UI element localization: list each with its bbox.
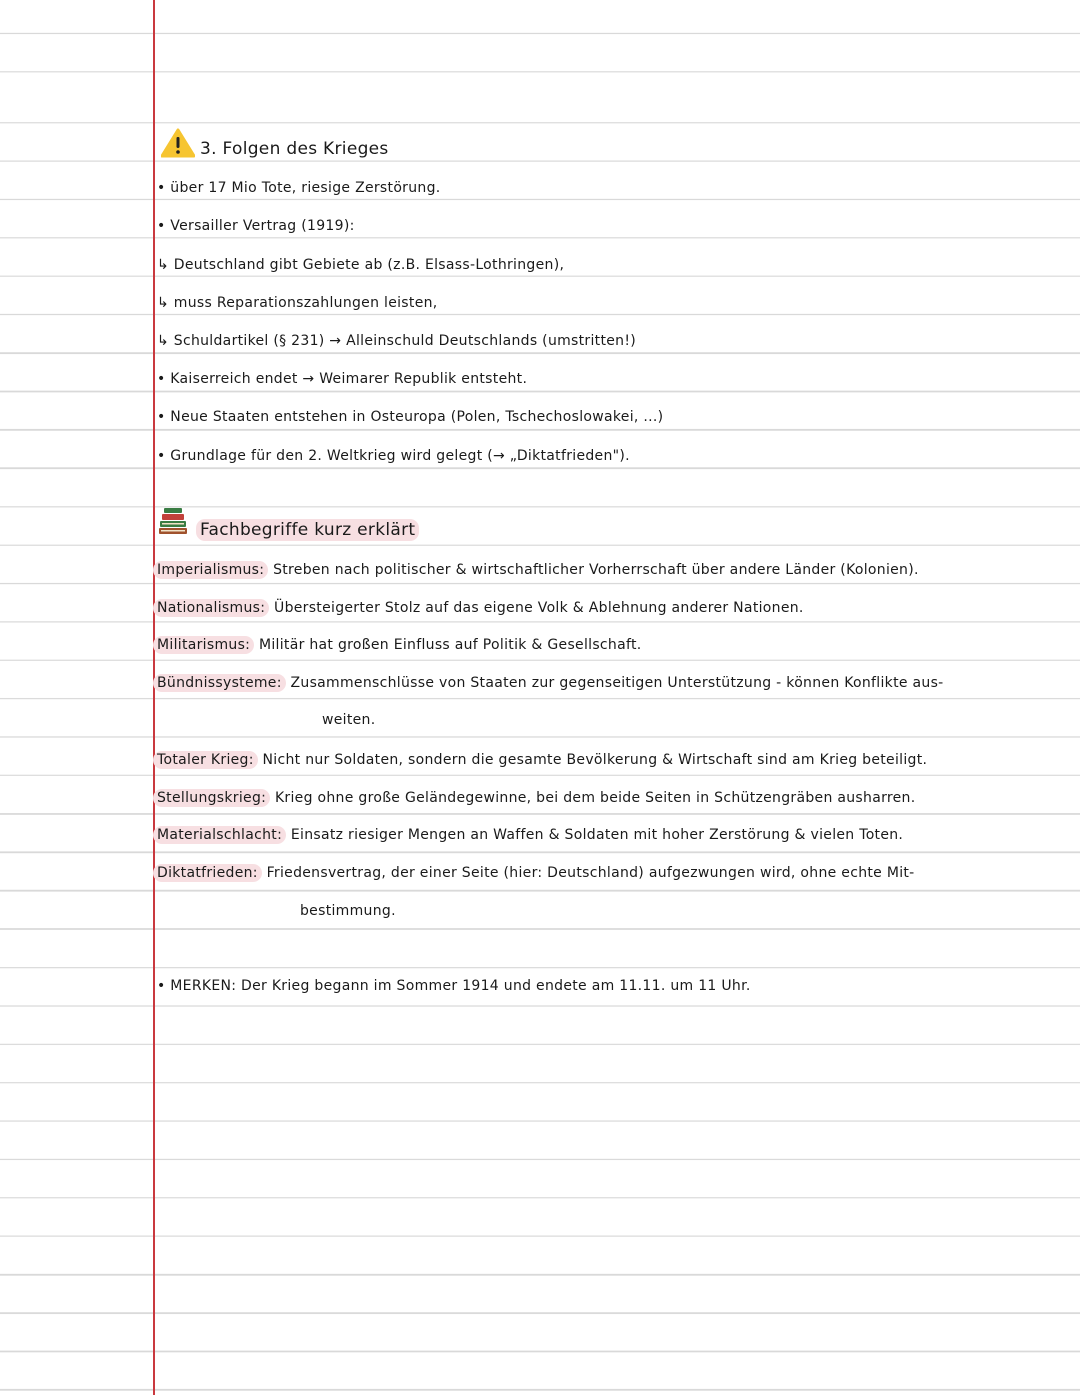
books-icon	[157, 506, 189, 536]
glossary-term: Totaler Krieg:	[153, 751, 258, 769]
glossary-term: Materialschlacht:	[153, 826, 286, 844]
glossary-term: Diktatfrieden:	[153, 864, 262, 882]
glossary-continuation: weiten.	[322, 712, 376, 728]
glossary-definition: Einsatz riesiger Mengen an Waffen & Soldaten mit hoher Zerstörung & vielen Toten.	[290, 827, 904, 843]
glossary-term: Nationalismus:	[153, 599, 269, 617]
glossary-continuation: bestimmung.	[300, 903, 396, 919]
warning-icon	[161, 128, 195, 158]
glossary-entry	[157, 864, 915, 882]
glossary-definition: Krieg ohne große Geländegewinne, bei dem beide Seiten in Schützengräben ausharren.	[274, 790, 916, 806]
bullet-line: • Grundlage für den 2. Weltkrieg wird gelegt (→ „Diktatfrieden").	[157, 448, 630, 464]
glossary-entry	[157, 751, 927, 769]
glossary-definition: Zusammenschlüsse von Staaten zur gegenseitigen Unterstützung - können Konflikte aus-	[290, 675, 944, 691]
glossary-definition: Friedensvertrag, der einer Seite (hier: Deutschland) aufgezwungen wird, ohne echte Mit-	[266, 865, 915, 881]
margin-line	[153, 0, 155, 1395]
glossary-definition: Streben nach politischer & wirtschaftlicher Vorherrschaft über andere Länder (Kolonien).	[273, 562, 919, 578]
glossary-definition: Nicht nur Soldaten, sondern die gesamte Bevölkerung & Wirtschaft sind am Krieg beteiligt.	[262, 752, 928, 768]
glossary-entry	[157, 636, 642, 654]
glossary-term: Stellungskrieg:	[153, 789, 270, 807]
section-title: 3. Folgen des Krieges	[200, 139, 389, 159]
glossary-definition: Militär hat großen Einfluss auf Politik & Gesellschaft.	[258, 637, 642, 653]
sub-line: ↳ muss Reparationszahlungen leisten,	[157, 295, 438, 311]
sub-line: ↳ Deutschland gibt Gebiete ab (z.B. Elsass-Lothringen),	[157, 257, 565, 273]
glossary-entry	[157, 599, 804, 617]
sub-line: ↳ Schuldartikel (§ 231) → Alleinschuld Deutschlands (umstritten!)	[157, 333, 637, 349]
bullet-line: • Versailler Vertrag (1919):	[157, 218, 355, 234]
merken-note: • MERKEN: Der Krieg begann im Sommer 1914 und endete am 11.11. um 11 Uhr.	[157, 978, 751, 994]
glossary-term: Imperialismus:	[153, 561, 268, 579]
glossary-entry	[157, 674, 944, 692]
glossary-entry	[157, 789, 915, 807]
glossary-term: Bündnissysteme:	[153, 674, 286, 692]
glossary-title: Fachbegriffe kurz erklärt	[196, 519, 419, 541]
bullet-line: • Neue Staaten entstehen in Osteuropa (Polen, Tschechoslowakei, ...)	[157, 409, 664, 425]
glossary-definition: Übersteigerter Stolz auf das eigene Volk & Ablehnung anderer Nationen.	[274, 600, 804, 616]
glossary-term: Militarismus:	[153, 636, 254, 654]
glossary-entry	[157, 826, 903, 844]
bullet-line: • Kaiserreich endet → Weimarer Republik entsteht.	[157, 371, 528, 387]
glossary-entry	[157, 561, 919, 579]
bullet-line: • über 17 Mio Tote, riesige Zerstörung.	[157, 180, 441, 196]
